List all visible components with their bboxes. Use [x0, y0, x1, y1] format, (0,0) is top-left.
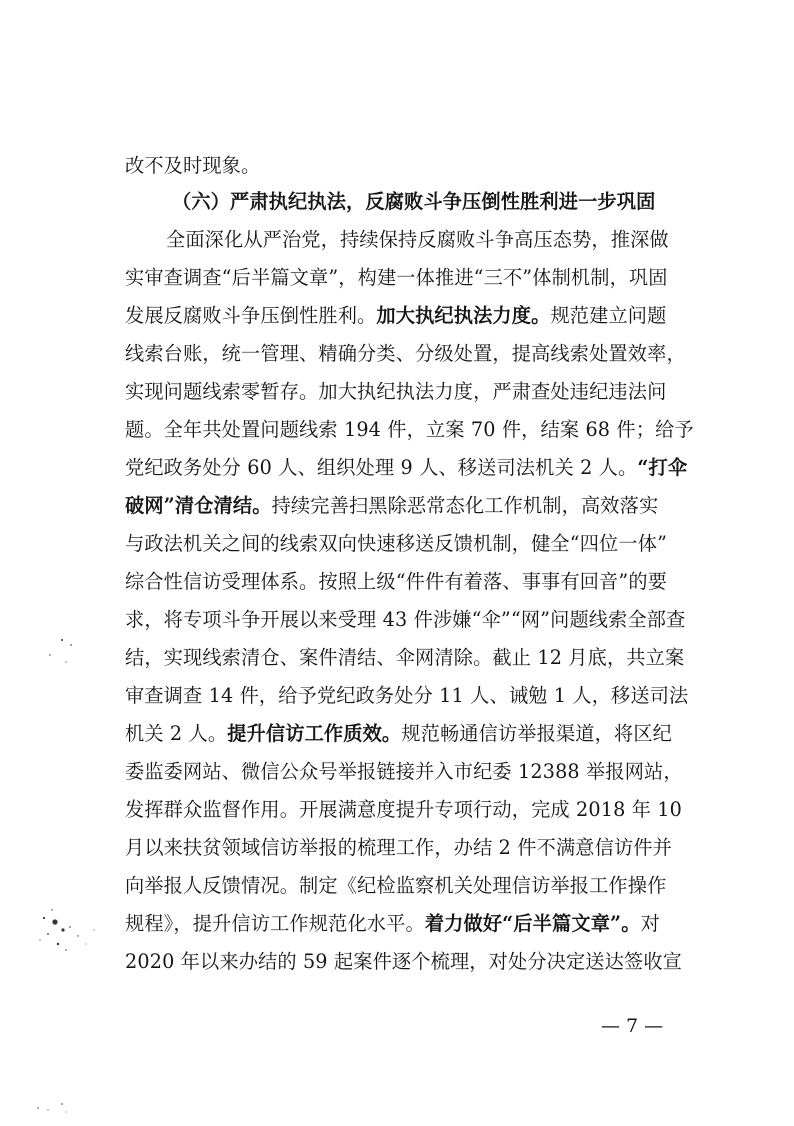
- body-line: [125, 912, 660, 936]
- section-heading: （六）严肃执纪执法，反腐败斗争压倒性胜利进一步巩固: [172, 190, 656, 213]
- body-text: 对: [640, 912, 660, 935]
- bold-subheading: 着力做好“后半篇文章”。: [424, 912, 641, 935]
- body-line: 月以来扶贫领域信访举报的梳理工作，办结 2 件不满意信访件并: [125, 836, 672, 859]
- body-text: 规程》，提升信访工作规范化水平。: [125, 912, 425, 935]
- body-line: 改不及时现象。: [125, 154, 261, 177]
- body-text: 党纪政务处分 60 人、组织处理 9 人、移送司法机关 2 人。: [125, 456, 638, 479]
- body-line: 与政法机关之间的线索双向快速移送反馈机制，健全“四位一体”: [125, 532, 668, 555]
- body-text: 发展反腐败斗争压倒性胜利。: [125, 304, 377, 327]
- body-line: [125, 722, 672, 746]
- body-line: [125, 494, 658, 518]
- bold-subheading: 加大执纪执法力度。: [376, 304, 551, 327]
- body-text: 规范畅通信访举报渠道，将区纪: [401, 722, 672, 745]
- page-number: — 7 —: [601, 1015, 664, 1037]
- body-text: 规范建立问题: [550, 304, 667, 327]
- body-line: 结，实现线索清仓、案件清结、伞网清除。截止 12 月底，共立案: [125, 646, 685, 669]
- body-line: [125, 456, 687, 480]
- body-line: 向举报人反馈情况。制定《纪检监察机关处理信访举报工作操作: [125, 874, 667, 897]
- body-line: 委监委网站、微信公众号举报链接并入市纪委 12388 举报网站，: [125, 760, 683, 783]
- body-text: 持续完善扫黑除恶常态化工作机制，高效落实: [271, 494, 659, 517]
- body-line: 实审查调查“后半篇文章”，构建一体推进“三不”体制机制，巩固: [125, 266, 668, 289]
- bold-subheading: 破网”清仓清结。: [125, 494, 272, 517]
- body-line: 综合性信访受理体系。按照上级“件件有着落、事事有回音”的要: [125, 570, 668, 593]
- body-line: 发挥群众监督作用。开展满意度提升专项行动，完成 2018 年 10: [125, 798, 682, 821]
- body-line: 线索台账，统一管理、精确分类、分级处置，提高线索处置效率，: [125, 342, 686, 365]
- body-text: 机关 2 人。: [125, 722, 228, 745]
- bold-subheading: “打伞: [637, 456, 688, 479]
- bold-subheading: 提升信访工作质效。: [227, 722, 402, 745]
- body-line: 题。全年共处置问题线索 194 件，立案 70 件，结案 68 件；给予: [125, 418, 694, 441]
- body-line: 2020 年以来办结的 59 起案件逐个梳理，对处分决定送达签收宣: [125, 950, 682, 973]
- body-line: [125, 304, 666, 328]
- body-line: 实现问题线索零暂存。加大执纪执法力度，严肃查处违纪违法问: [125, 380, 667, 403]
- body-line: 审查调查 14 件，给予党纪政务处分 11 人、诫勉 1 人，移送司法: [125, 684, 689, 707]
- body-line: 全面深化从严治党，持续保持反腐败斗争高压态势，推深做: [166, 228, 669, 251]
- body-line: 求，将专项斗争开展以来受理 43 件涉嫌“伞”“网”问题线索全部查: [125, 608, 686, 631]
